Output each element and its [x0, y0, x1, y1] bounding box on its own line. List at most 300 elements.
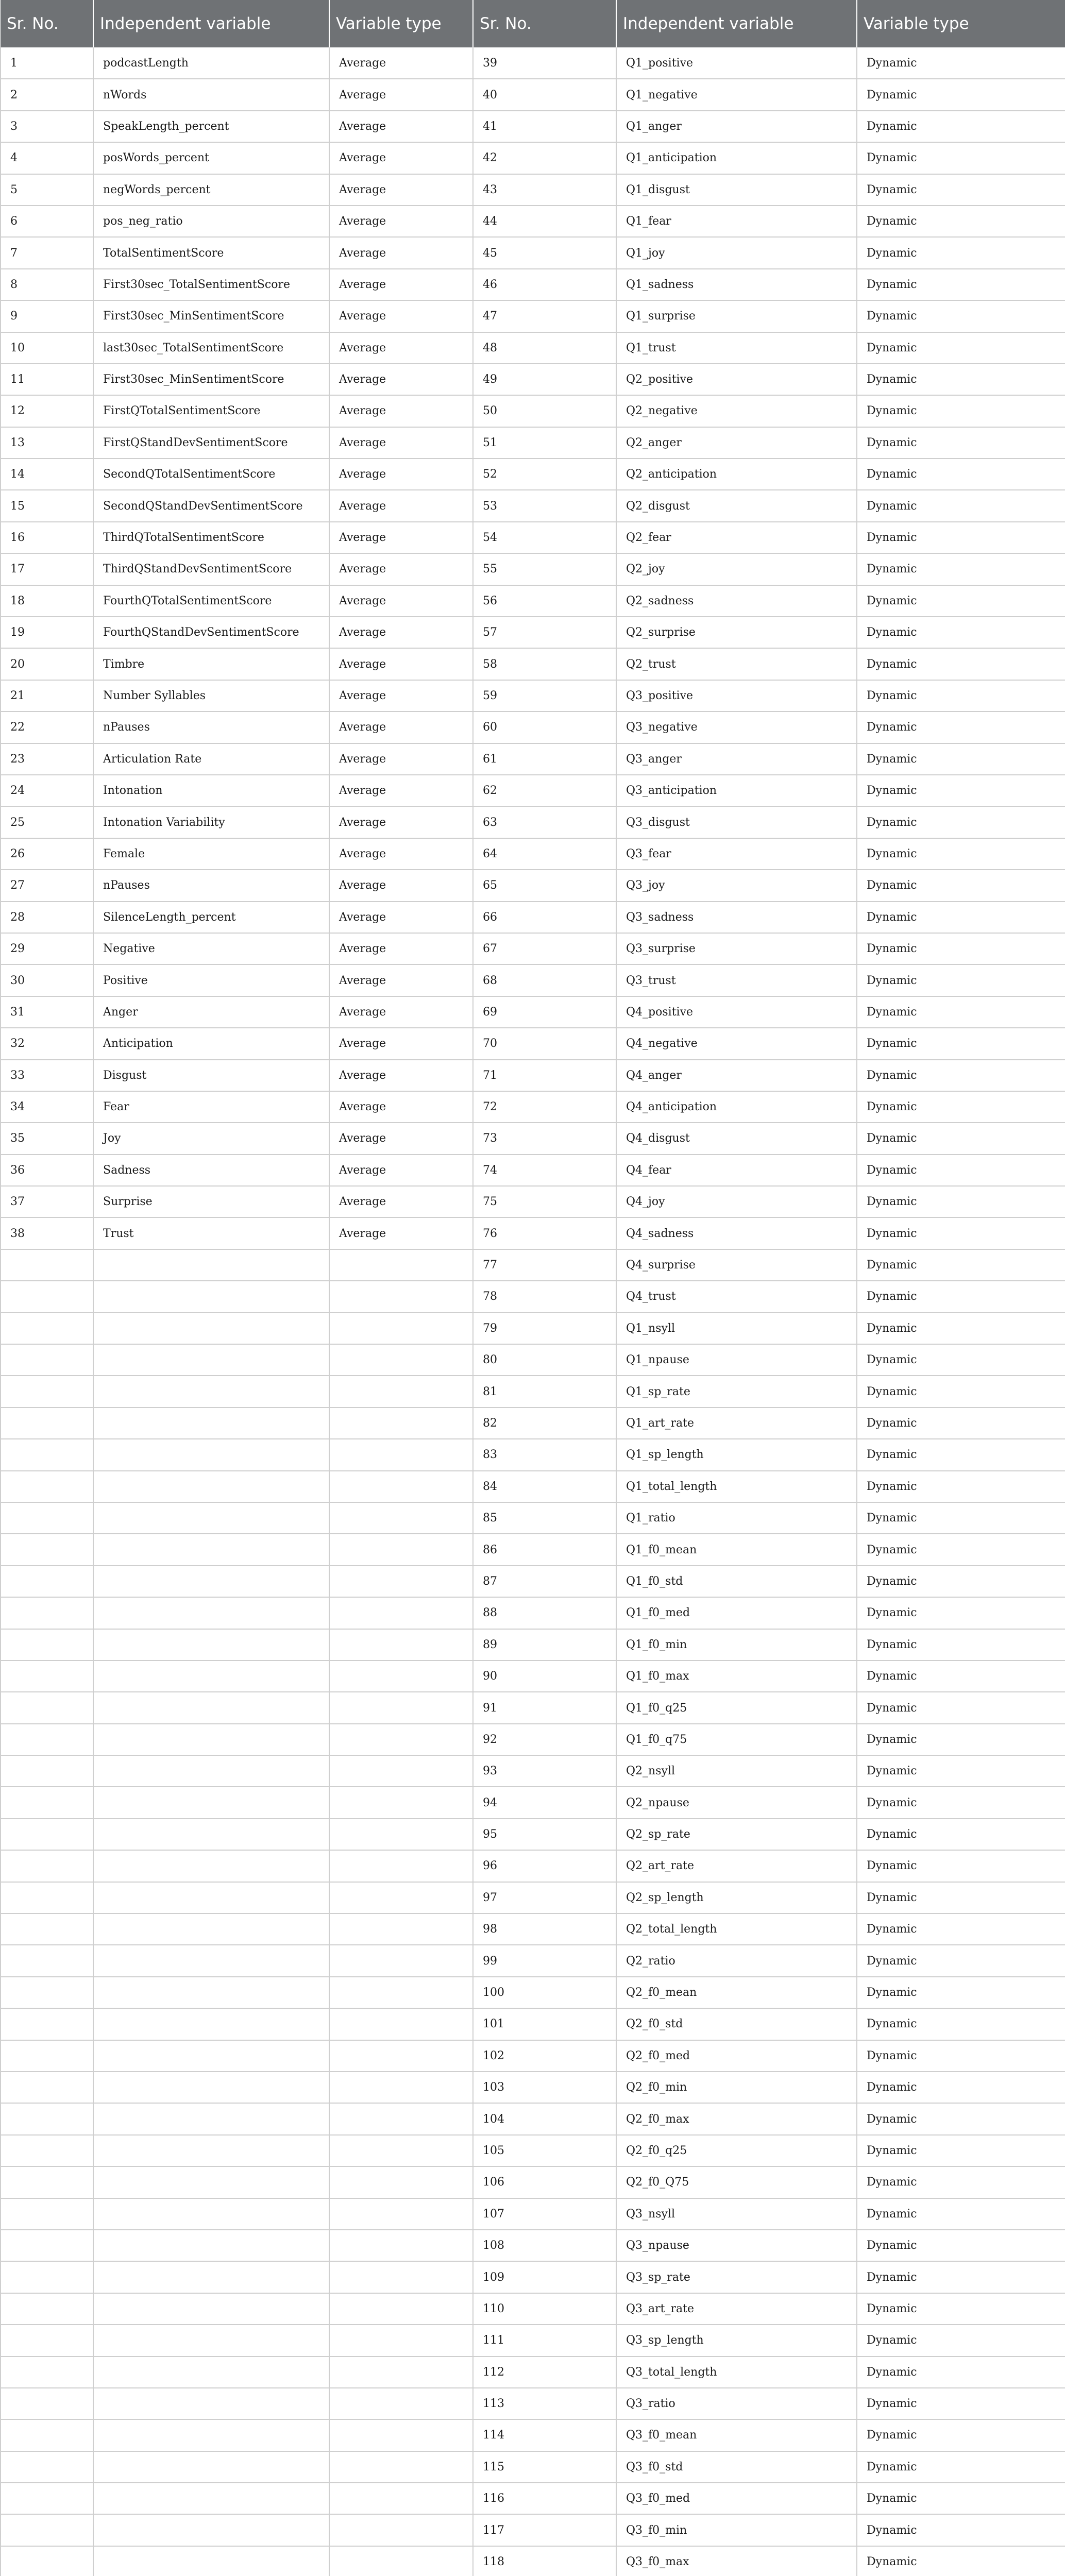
sr-no-cell: [1, 2419, 93, 2451]
sr-no-cell: 72: [473, 1091, 616, 1123]
variable-type-cell: Dynamic: [857, 364, 1065, 395]
sr-no-cell: 91: [473, 1692, 616, 1723]
sr-no-cell: [1, 1313, 93, 1344]
sr-no-cell: 93: [473, 1755, 616, 1787]
sr-no-cell: 27: [1, 870, 93, 901]
independent-variable-cell: [93, 1534, 329, 1565]
table-row: [1, 1629, 1065, 1660]
variable-type-cell: Dynamic: [857, 1882, 1065, 1913]
table-row: [1, 1091, 1065, 1123]
variable-type-cell: Dynamic: [857, 522, 1065, 553]
sr-no-cell: 22: [1, 711, 93, 743]
independent-variable-cell: Q1_positive: [616, 47, 857, 79]
variable-type-cell: [329, 1249, 473, 1281]
variable-type-cell: Dynamic: [857, 2198, 1065, 2230]
independent-variable-cell: First30sec_TotalSentimentScore: [93, 269, 329, 300]
sr-no-cell: 50: [473, 395, 616, 427]
header-row: [1, 0, 1065, 47]
independent-variable-cell: TotalSentimentScore: [93, 237, 329, 268]
sr-no-cell: [1, 1692, 93, 1723]
variable-type-cell: Average: [329, 237, 473, 268]
sr-no-cell: 77: [473, 1249, 616, 1281]
sr-no-cell: 87: [473, 1566, 616, 1597]
independent-variable-cell: [93, 2546, 329, 2576]
independent-variable-cell: [93, 2419, 329, 2451]
independent-variable-cell: [93, 1660, 329, 1692]
table-row: [1, 2198, 1065, 2230]
variable-type-cell: [329, 1471, 473, 1502]
independent-variable-cell: Q3_surprise: [616, 933, 857, 964]
variable-type-cell: Average: [329, 1186, 473, 1217]
variable-type-cell: Average: [329, 206, 473, 237]
independent-variable-cell: [93, 1502, 329, 1534]
independent-variable-cell: FirstQStandDevSentimentScore: [93, 427, 329, 459]
table-row: [1, 996, 1065, 1028]
sr-no-cell: 40: [473, 79, 616, 110]
sr-no-cell: [1, 1376, 93, 1407]
sr-no-cell: 80: [473, 1344, 616, 1376]
sr-no-cell: 95: [473, 1819, 616, 1850]
table-row: [1, 2388, 1065, 2419]
independent-variable-cell: Trust: [93, 1217, 329, 1249]
independent-variable-cell: FourthQStandDevSentimentScore: [93, 617, 329, 648]
independent-variable-cell: Q1_sadness: [616, 269, 857, 300]
variable-type-cell: [329, 1439, 473, 1470]
table-row: [1, 933, 1065, 964]
sr-no-cell: [1, 1850, 93, 1882]
variable-type-cell: Dynamic: [857, 1249, 1065, 1281]
table-row: [1, 1566, 1065, 1597]
variable-type-cell: Dynamic: [857, 2072, 1065, 2103]
independent-variable-cell: Q3_f0_max: [616, 2546, 857, 2576]
independent-variable-cell: Q1_f0_q25: [616, 1692, 857, 1723]
sr-no-cell: 2: [1, 79, 93, 110]
table-row: [1, 1534, 1065, 1565]
table-row: [1, 1028, 1065, 1059]
sr-no-cell: 11: [1, 364, 93, 395]
independent-variable-cell: posWords_percent: [93, 142, 329, 174]
variable-type-cell: [329, 2546, 473, 2576]
independent-variable-cell: Q4_anticipation: [616, 1091, 857, 1123]
variable-type-cell: Average: [329, 1028, 473, 1059]
table-row: [1, 902, 1065, 933]
sr-no-cell: [1, 1534, 93, 1565]
variable-type-cell: Dynamic: [857, 1217, 1065, 1249]
table-row: [1, 743, 1065, 775]
variable-type-cell: Average: [329, 838, 473, 870]
sr-no-cell: 49: [473, 364, 616, 395]
variable-type-cell: [329, 1692, 473, 1723]
sr-no-cell: 33: [1, 1060, 93, 1091]
header-sr-no-right: Sr. No.: [473, 0, 616, 47]
independent-variable-cell: Q2_sp_length: [616, 1882, 857, 1913]
sr-no-cell: [1, 1471, 93, 1502]
independent-variable-cell: Q1_f0_q75: [616, 1724, 857, 1755]
independent-variable-cell: Q1_ratio: [616, 1502, 857, 1534]
table-row: [1, 553, 1065, 585]
variable-type-cell: Average: [329, 617, 473, 648]
variable-type-cell: Average: [329, 870, 473, 901]
independent-variable-cell: Q1_anger: [616, 111, 857, 142]
sr-no-cell: 24: [1, 775, 93, 806]
sr-no-cell: 118: [473, 2546, 616, 2576]
sr-no-cell: [1, 2325, 93, 2356]
table-row: [1, 1376, 1065, 1407]
variable-type-cell: [329, 2261, 473, 2293]
header-independent-variable-right: Independent variable: [616, 0, 857, 47]
table-row: [1, 680, 1065, 711]
sr-no-cell: [1, 1344, 93, 1376]
sr-no-cell: 71: [473, 1060, 616, 1091]
independent-variable-cell: [93, 2451, 329, 2483]
table-row: [1, 1977, 1065, 2008]
table-row: [1, 1819, 1065, 1850]
independent-variable-cell: nPauses: [93, 711, 329, 743]
sr-no-cell: [1, 1913, 93, 1945]
table-row: [1, 237, 1065, 268]
variable-type-cell: Dynamic: [857, 1123, 1065, 1154]
variable-type-cell: Dynamic: [857, 775, 1065, 806]
independent-variable-cell: Sadness: [93, 1155, 329, 1186]
variable-type-cell: Dynamic: [857, 838, 1065, 870]
variable-type-cell: [329, 2293, 473, 2325]
table-row: [1, 2357, 1065, 2388]
header-variable-type-left: Variable type: [329, 0, 473, 47]
independent-variable-cell: Q3_joy: [616, 870, 857, 901]
table-row: [1, 1123, 1065, 1154]
sr-no-cell: 25: [1, 806, 93, 838]
table-row: [1, 2072, 1065, 2103]
sr-no-cell: 20: [1, 648, 93, 680]
independent-variable-cell: [93, 2293, 329, 2325]
sr-no-cell: 108: [473, 2230, 616, 2261]
variable-type-cell: Average: [329, 79, 473, 110]
variable-type-cell: Dynamic: [857, 2135, 1065, 2166]
independent-variable-cell: Surprise: [93, 1186, 329, 1217]
independent-variable-cell: [93, 1376, 329, 1407]
independent-variable-cell: Q2_surprise: [616, 617, 857, 648]
sr-no-cell: 9: [1, 300, 93, 332]
variable-type-cell: Dynamic: [857, 1534, 1065, 1565]
variable-type-cell: Dynamic: [857, 996, 1065, 1028]
independent-variable-cell: last30sec_TotalSentimentScore: [93, 332, 329, 364]
variable-type-cell: Average: [329, 648, 473, 680]
independent-variable-cell: First30sec_MinSentimentScore: [93, 300, 329, 332]
independent-variable-cell: Q2_disgust: [616, 490, 857, 521]
variable-type-cell: Dynamic: [857, 1281, 1065, 1312]
variable-type-cell: Average: [329, 332, 473, 364]
variable-type-cell: Dynamic: [857, 269, 1065, 300]
sr-no-cell: 100: [473, 1977, 616, 2008]
variable-type-cell: [329, 2198, 473, 2230]
sr-no-cell: 44: [473, 206, 616, 237]
sr-no-cell: 67: [473, 933, 616, 964]
table-row: [1, 1186, 1065, 1217]
sr-no-cell: 37: [1, 1186, 93, 1217]
variable-type-cell: Average: [329, 459, 473, 490]
sr-no-cell: 16: [1, 522, 93, 553]
independent-variable-cell: Q2_f0_mean: [616, 1977, 857, 2008]
table-row: [1, 1439, 1065, 1470]
sr-no-cell: 105: [473, 2135, 616, 2166]
table-row: [1, 1313, 1065, 1344]
independent-variable-cell: [93, 1850, 329, 1882]
variable-type-cell: Dynamic: [857, 2388, 1065, 2419]
independent-variable-cell: Anticipation: [93, 1028, 329, 1059]
table-row: [1, 2135, 1065, 2166]
independent-variable-cell: [93, 2198, 329, 2230]
independent-variable-cell: Q1_f0_min: [616, 1629, 857, 1660]
sr-no-cell: 79: [473, 1313, 616, 1344]
independent-variable-cell: Q2_anger: [616, 427, 857, 459]
sr-no-cell: [1, 1281, 93, 1312]
variable-type-cell: Dynamic: [857, 2514, 1065, 2546]
variable-type-cell: Average: [329, 174, 473, 206]
variable-type-cell: [329, 1819, 473, 1850]
table-row: [1, 79, 1065, 110]
table-row: [1, 1471, 1065, 1502]
variable-type-cell: Dynamic: [857, 206, 1065, 237]
independent-variable-cell: ThirdQStandDevSentimentScore: [93, 553, 329, 585]
independent-variable-cell: Q2_sadness: [616, 585, 857, 617]
table-header: [1, 0, 1065, 47]
variable-type-cell: Dynamic: [857, 1313, 1065, 1344]
independent-variable-cell: [93, 1597, 329, 1629]
variable-type-cell: Dynamic: [857, 2451, 1065, 2483]
variable-type-cell: Dynamic: [857, 2166, 1065, 2198]
sr-no-cell: 81: [473, 1376, 616, 1407]
sr-no-cell: 1: [1, 47, 93, 79]
table-row: [1, 2419, 1065, 2451]
independent-variable-cell: Q1_f0_max: [616, 1660, 857, 1692]
table-row: [1, 1155, 1065, 1186]
sr-no-cell: 18: [1, 585, 93, 617]
variable-type-cell: Dynamic: [857, 1091, 1065, 1123]
sr-no-cell: 46: [473, 269, 616, 300]
sr-no-cell: 60: [473, 711, 616, 743]
independent-variable-cell: negWords_percent: [93, 174, 329, 206]
variable-type-cell: Dynamic: [857, 1155, 1065, 1186]
sr-no-cell: 61: [473, 743, 616, 775]
variable-type-cell: Dynamic: [857, 1408, 1065, 1439]
independent-variable-cell: Q1_f0_mean: [616, 1534, 857, 1565]
table-row: [1, 174, 1065, 206]
independent-variable-cell: Q2_ratio: [616, 1945, 857, 1976]
sr-no-cell: 32: [1, 1028, 93, 1059]
table-row: [1, 1787, 1065, 1818]
independent-variable-cell: Q2_npause: [616, 1787, 857, 1818]
sr-no-cell: 89: [473, 1629, 616, 1660]
variable-type-cell: Dynamic: [857, 806, 1065, 838]
variable-type-cell: Dynamic: [857, 2230, 1065, 2261]
independent-variable-cell: nPauses: [93, 870, 329, 901]
variable-type-cell: Dynamic: [857, 2483, 1065, 2514]
variable-type-cell: [329, 1977, 473, 2008]
sr-no-cell: 57: [473, 617, 616, 648]
sr-no-cell: 23: [1, 743, 93, 775]
independent-variable-cell: Q2_total_length: [616, 1913, 857, 1945]
table-row: [1, 332, 1065, 364]
sr-no-cell: [1, 2230, 93, 2261]
independent-variable-cell: [93, 2483, 329, 2514]
sr-no-cell: 21: [1, 680, 93, 711]
variable-type-cell: Dynamic: [857, 743, 1065, 775]
variable-type-cell: [329, 1281, 473, 1312]
independent-variable-cell: Q3_f0_mean: [616, 2419, 857, 2451]
sr-no-cell: [1, 2198, 93, 2230]
table-row: [1, 1882, 1065, 1913]
independent-variable-cell: [93, 1471, 329, 1502]
sr-no-cell: 8: [1, 269, 93, 300]
independent-variable-cell: Q3_sadness: [616, 902, 857, 933]
independent-variable-cell: Negative: [93, 933, 329, 964]
table-row: [1, 1692, 1065, 1723]
independent-variable-cell: Q3_negative: [616, 711, 857, 743]
independent-variable-cell: Q2_anticipation: [616, 459, 857, 490]
independent-variable-cell: Q4_anger: [616, 1060, 857, 1091]
table-row: [1, 459, 1065, 490]
sr-no-cell: 85: [473, 1502, 616, 1534]
sr-no-cell: 48: [473, 332, 616, 364]
variable-type-cell: Dynamic: [857, 47, 1065, 79]
sr-no-cell: 109: [473, 2261, 616, 2293]
independent-variable-cell: Timbre: [93, 648, 329, 680]
sr-no-cell: [1, 1882, 93, 1913]
independent-variable-cell: [93, 2040, 329, 2072]
sr-no-cell: 82: [473, 1408, 616, 1439]
independent-variable-cell: Q3_positive: [616, 680, 857, 711]
independent-variable-cell: SpeakLength_percent: [93, 111, 329, 142]
variable-type-cell: Average: [329, 553, 473, 585]
sr-no-cell: [1, 1566, 93, 1597]
variable-type-cell: Dynamic: [857, 2357, 1065, 2388]
table-row: [1, 47, 1065, 79]
sr-no-cell: 4: [1, 142, 93, 174]
sr-no-cell: 114: [473, 2419, 616, 2451]
independent-variable-cell: Q3_ratio: [616, 2388, 857, 2419]
variable-type-cell: [329, 2325, 473, 2356]
sr-no-cell: 117: [473, 2514, 616, 2546]
sr-no-cell: 34: [1, 1091, 93, 1123]
table-row: [1, 711, 1065, 743]
sr-no-cell: [1, 1597, 93, 1629]
table-row: [1, 490, 1065, 521]
independent-variable-cell: Q4_fear: [616, 1155, 857, 1186]
variable-type-cell: [329, 2008, 473, 2040]
table-row: [1, 1281, 1065, 1312]
sr-no-cell: [1, 2166, 93, 2198]
independent-variable-cell: nWords: [93, 79, 329, 110]
header-sr-no-left: Sr. No.: [1, 0, 93, 47]
variable-type-cell: [329, 1913, 473, 1945]
independent-variable-cell: [93, 2261, 329, 2293]
independent-variable-cell: Q4_disgust: [616, 1123, 857, 1154]
sr-no-cell: [1, 1724, 93, 1755]
variable-type-cell: Average: [329, 395, 473, 427]
variable-type-cell: [329, 1850, 473, 1882]
sr-no-cell: 101: [473, 2008, 616, 2040]
sr-no-cell: 111: [473, 2325, 616, 2356]
sr-no-cell: 26: [1, 838, 93, 870]
sr-no-cell: 7: [1, 237, 93, 268]
variable-type-cell: Dynamic: [857, 2040, 1065, 2072]
sr-no-cell: 78: [473, 1281, 616, 1312]
variable-type-cell: Dynamic: [857, 237, 1065, 268]
sr-no-cell: [1, 1819, 93, 1850]
variable-type-cell: Average: [329, 142, 473, 174]
sr-no-cell: 12: [1, 395, 93, 427]
independent-variable-cell: Female: [93, 838, 329, 870]
variable-type-cell: Dynamic: [857, 648, 1065, 680]
sr-no-cell: 70: [473, 1028, 616, 1059]
variable-type-cell: Dynamic: [857, 1629, 1065, 1660]
table-row: [1, 206, 1065, 237]
sr-no-cell: [1, 1439, 93, 1470]
table-row: [1, 775, 1065, 806]
sr-no-cell: 107: [473, 2198, 616, 2230]
table-row: [1, 1408, 1065, 1439]
independent-variable-cell: Q2_f0_min: [616, 2072, 857, 2103]
independent-variable-cell: [93, 1249, 329, 1281]
independent-variable-cell: Q1_joy: [616, 237, 857, 268]
sr-no-cell: 63: [473, 806, 616, 838]
independent-variable-cell: Anger: [93, 996, 329, 1028]
table-row: [1, 111, 1065, 142]
sr-no-cell: 86: [473, 1534, 616, 1565]
variable-type-cell: [329, 1660, 473, 1692]
variable-type-cell: Dynamic: [857, 1471, 1065, 1502]
variable-type-cell: Average: [329, 1060, 473, 1091]
variable-type-cell: Dynamic: [857, 1060, 1065, 1091]
independent-variable-cell: [93, 2072, 329, 2103]
variable-type-cell: [329, 1945, 473, 1976]
independent-variable-cell: Q3_f0_min: [616, 2514, 857, 2546]
independent-variable-cell: [93, 2357, 329, 2388]
table-row: [1, 1660, 1065, 1692]
variable-type-cell: Dynamic: [857, 553, 1065, 585]
independent-variable-cell: Articulation Rate: [93, 743, 329, 775]
sr-no-cell: 43: [473, 174, 616, 206]
independent-variable-cell: [93, 1724, 329, 1755]
variable-type-cell: Average: [329, 364, 473, 395]
table-row: [1, 2546, 1065, 2576]
variable-type-cell: Average: [329, 427, 473, 459]
table-row: [1, 585, 1065, 617]
sr-no-cell: 69: [473, 996, 616, 1028]
sr-no-cell: 62: [473, 775, 616, 806]
independent-variable-cell: Q3_sp_length: [616, 2325, 857, 2356]
table-row: [1, 1945, 1065, 1976]
sr-no-cell: 56: [473, 585, 616, 617]
variable-type-cell: [329, 1566, 473, 1597]
table-row: [1, 648, 1065, 680]
independent-variable-cell: [93, 2008, 329, 2040]
variable-type-cell: [329, 1787, 473, 1818]
sr-no-cell: 76: [473, 1217, 616, 1249]
sr-no-cell: 6: [1, 206, 93, 237]
independent-variable-cell: Q1_f0_std: [616, 1566, 857, 1597]
sr-no-cell: 88: [473, 1597, 616, 1629]
table-row: [1, 2103, 1065, 2134]
variable-type-cell: Dynamic: [857, 902, 1065, 933]
sr-no-cell: 55: [473, 553, 616, 585]
variable-type-cell: Dynamic: [857, 1502, 1065, 1534]
independent-variable-cell: Q1_art_rate: [616, 1408, 857, 1439]
sr-no-cell: 84: [473, 1471, 616, 1502]
variable-type-cell: Average: [329, 711, 473, 743]
sr-no-cell: 58: [473, 648, 616, 680]
independent-variable-cell: Q3_trust: [616, 964, 857, 996]
